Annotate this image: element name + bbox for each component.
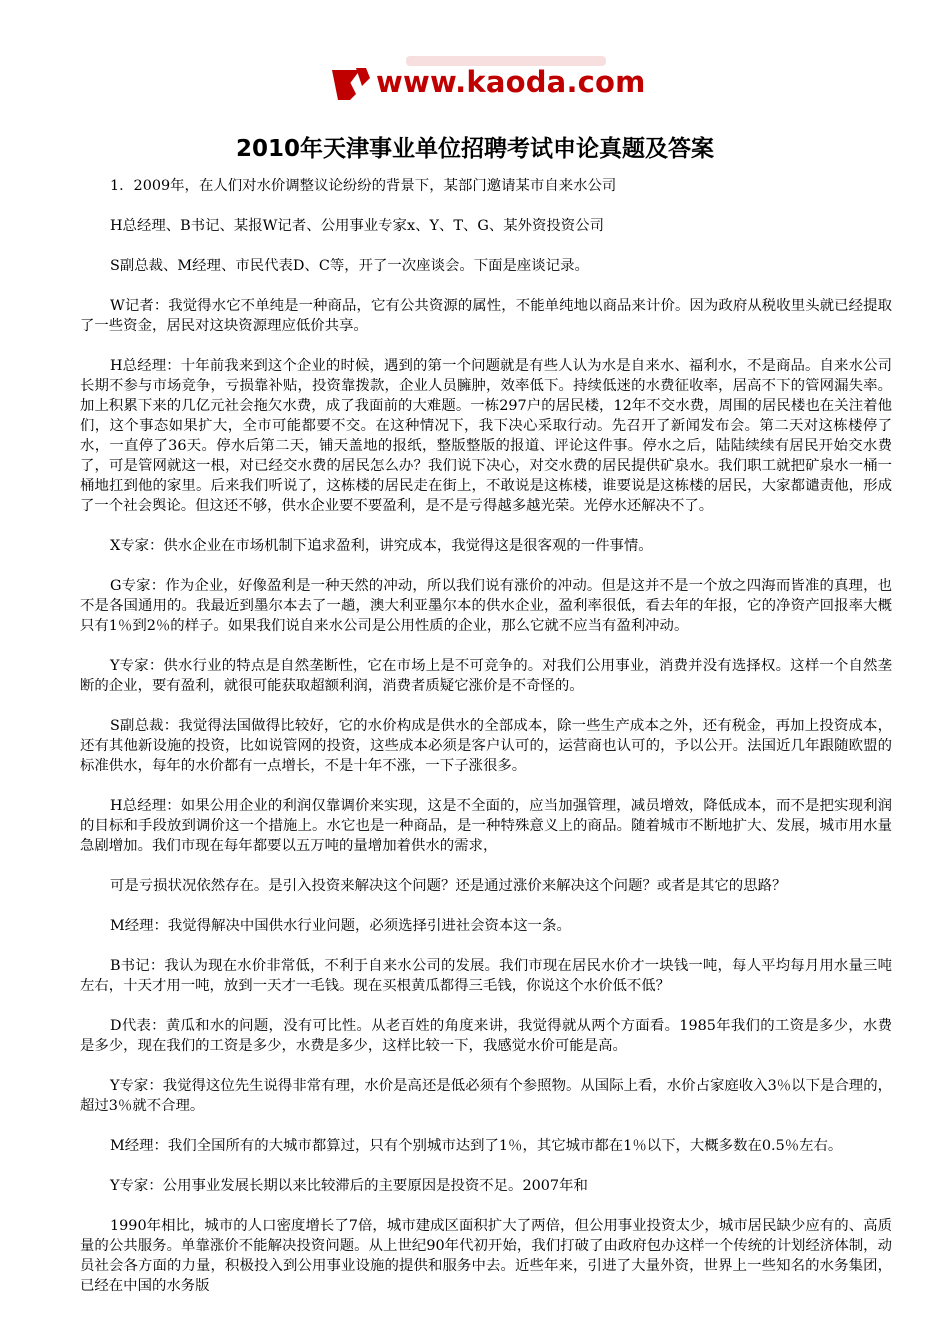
paragraph: H总经理、B书记、某报W记者、公用事业专家x、Y、T、G、某外资投资公司 [110,218,604,234]
site-logo[interactable] [318,62,648,106]
document-body [80,176,892,1316]
paragraph: X专家：供水企业在市场机制下追求盈利，讲究成本，我觉得这是很客观的一件事情。 [110,538,653,554]
paragraph: Y专家：公用事业发展长期以来比较滞后的主要原因是投资不足。2007年和 [110,1178,588,1194]
paragraph: S副总裁：我觉得法国做得比较好，它的水价构成是供水的全部成本，除一些生产成本之外，还有税金，再加上投资成本，还有其他新设施的投资，比如说管网的投资，这些成本必须是客户认可的，运营商也认可的，予以公开。法国近几年跟随欧盟的标准供水，每年的水价都有一点增长，不是十年不涨，一下子涨很多。 [80,718,892,774]
paragraph: 1990年相比，城市的人口密度增长了7倍，城市建成区面积扩大了两倍，但公用事业投资太少，城市居民缺少应有的、高质量的公共服务。单靠涨价不能解决投资问题。从上世纪90年代初开始，我们打破了由政府包办这样一个传统的计划经济体制，动员社会各方面的力量，积极投入到公用事业设施的提供和服务中去。近些年来，引进了大量外资，世界上一些知名的水务集团，已经在中国的水务版 [80,1218,892,1294]
paragraph: 1．2009年，在人们对水价调整议论纷纷的背景下，某部门邀请某市自来水公司 [110,178,617,194]
paragraph: M经理：我们全国所有的大城市都算过，只有个别城市达到了1％，其它城市都在1％以下，大概多数在0.5％左右。 [110,1138,843,1154]
paragraph: H总经理：如果公用企业的利润仅靠调价来实现，这是不全面的，应当加强管理，减员增效，降低成本，而不是把实现利润的目标和手段放到调价这一个措施上。水它也是一种商品，是一种特殊意义上的商品。随着城市不断地扩大、发展，城市用水量急剧增加。我们市现在每年都要以五万吨的量增加着供水的需求， [80,798,892,854]
paragraph: Y专家：供水行业的特点是自然垄断性，它在市场上是不可竞争的。对我们公用事业，消费并没有选择权。这样一个自然垄断的企业，要有盈利，就很可能获取超额利润，消费者质疑它涨价是不奇怪的。 [80,658,892,694]
paragraph: G专家：作为企业，好像盈利是一种天然的冲动，所以我们说有涨价的冲动。但是这并不是一个放之四海而皆准的真理，也不是各国通用的。我最近到墨尔本去了一趟，澳大利亚墨尔本的供水企业，盈利率很低，看去年的年报，它的净资产回报率大概只有1％到2％的样子。如果我们说自来水公司是公用性质的企业，那么它就不应当有盈利冲动。 [80,578,892,634]
page-title: 2010年天津事业单位招聘考试申论真题及答案 [235,136,714,162]
paragraph: S副总裁、M经理、市民代表D、C等，开了一次座谈会。下面是座谈记录。 [110,258,589,274]
logo-text: www.kaoda.com [376,65,646,99]
paragraph: M经理：我觉得解决中国供水行业问题，必须选择引进社会资本这一条。 [110,918,571,934]
paragraph: 可是亏损状况依然存在。是引入投资来解决这个问题？还是通过涨价来解决这个问题？或者是其它的思路？ [110,878,787,894]
paragraph: H总经理：十年前我来到这个企业的时候，遇到的第一个问题就是有些人认为水是自来水、福利水，不是商品。自来水公司长期不参与市场竞争，亏损靠补贴，投资靠拨款，企业人员臃肿，效率低下。持续低迷的水费征收率，居高不下的管网漏失率。加上积累下来的几亿元社会拖欠水费，成了我面前的大难题。一栋297户的居民楼，12年不交水费，周围的居民楼也在关注着他们，这个事态如果扩大，全市可能都要不交。在这种情况下，我下决心采取行动。先召开了新闻发布会。第二天对这栋楼停了水，一直停了36天。停水后第二天，铺天盖地的报纸，整版整版的报道、评论这件事。停水之后，陆陆续续有居民开始交水费了，可是管网就这一根，对已经交水费的居民怎么办？我们说下决心，对交水费的居民提供矿泉水。我们职工就把矿泉水一桶一桶地扛到他的家里。后来我们听说了，这栋楼的居民走在街上，不敢说是这栋楼，谁要说是这栋楼的居民，大家都谴责他，形成了一个社会舆论。但这还不够，供水企业要不要盈利，是不是亏得越多越光荣。光停水还解决不了。 [80,358,892,514]
paragraph: B书记：我认为现在水价非常低，不利于自来水公司的发展。我们市现在居民水价才一块钱一吨，每人平均每月用水量三吨左右，十天才用一吨，放到一天才一毛钱。现在买根黄瓜都得三毛钱，你说这个水价低不低？ [80,958,892,994]
paragraph: D代表：黄瓜和水的问题，没有可比性。从老百姓的角度来讲，我觉得就从两个方面看。1985年我们的工资是多少，水费是多少，现在我们的工资是多少，水费是多少，这样比较一下，我感觉水价可能是高。 [80,1018,892,1054]
paragraph: Y专家：我觉得这位先生说得非常有理，水价是高还是低必须有个参照物。从国际上看，水价占家庭收入3％以下是合理的，超过3％就不合理。 [80,1078,892,1114]
paragraph: W记者：我觉得水它不单纯是一种商品，它有公共资源的属性，不能单纯地以商品来计价。因为政府从税收里头就已经提取了一些资金，居民对这块资源理应低价共享。 [80,298,892,334]
